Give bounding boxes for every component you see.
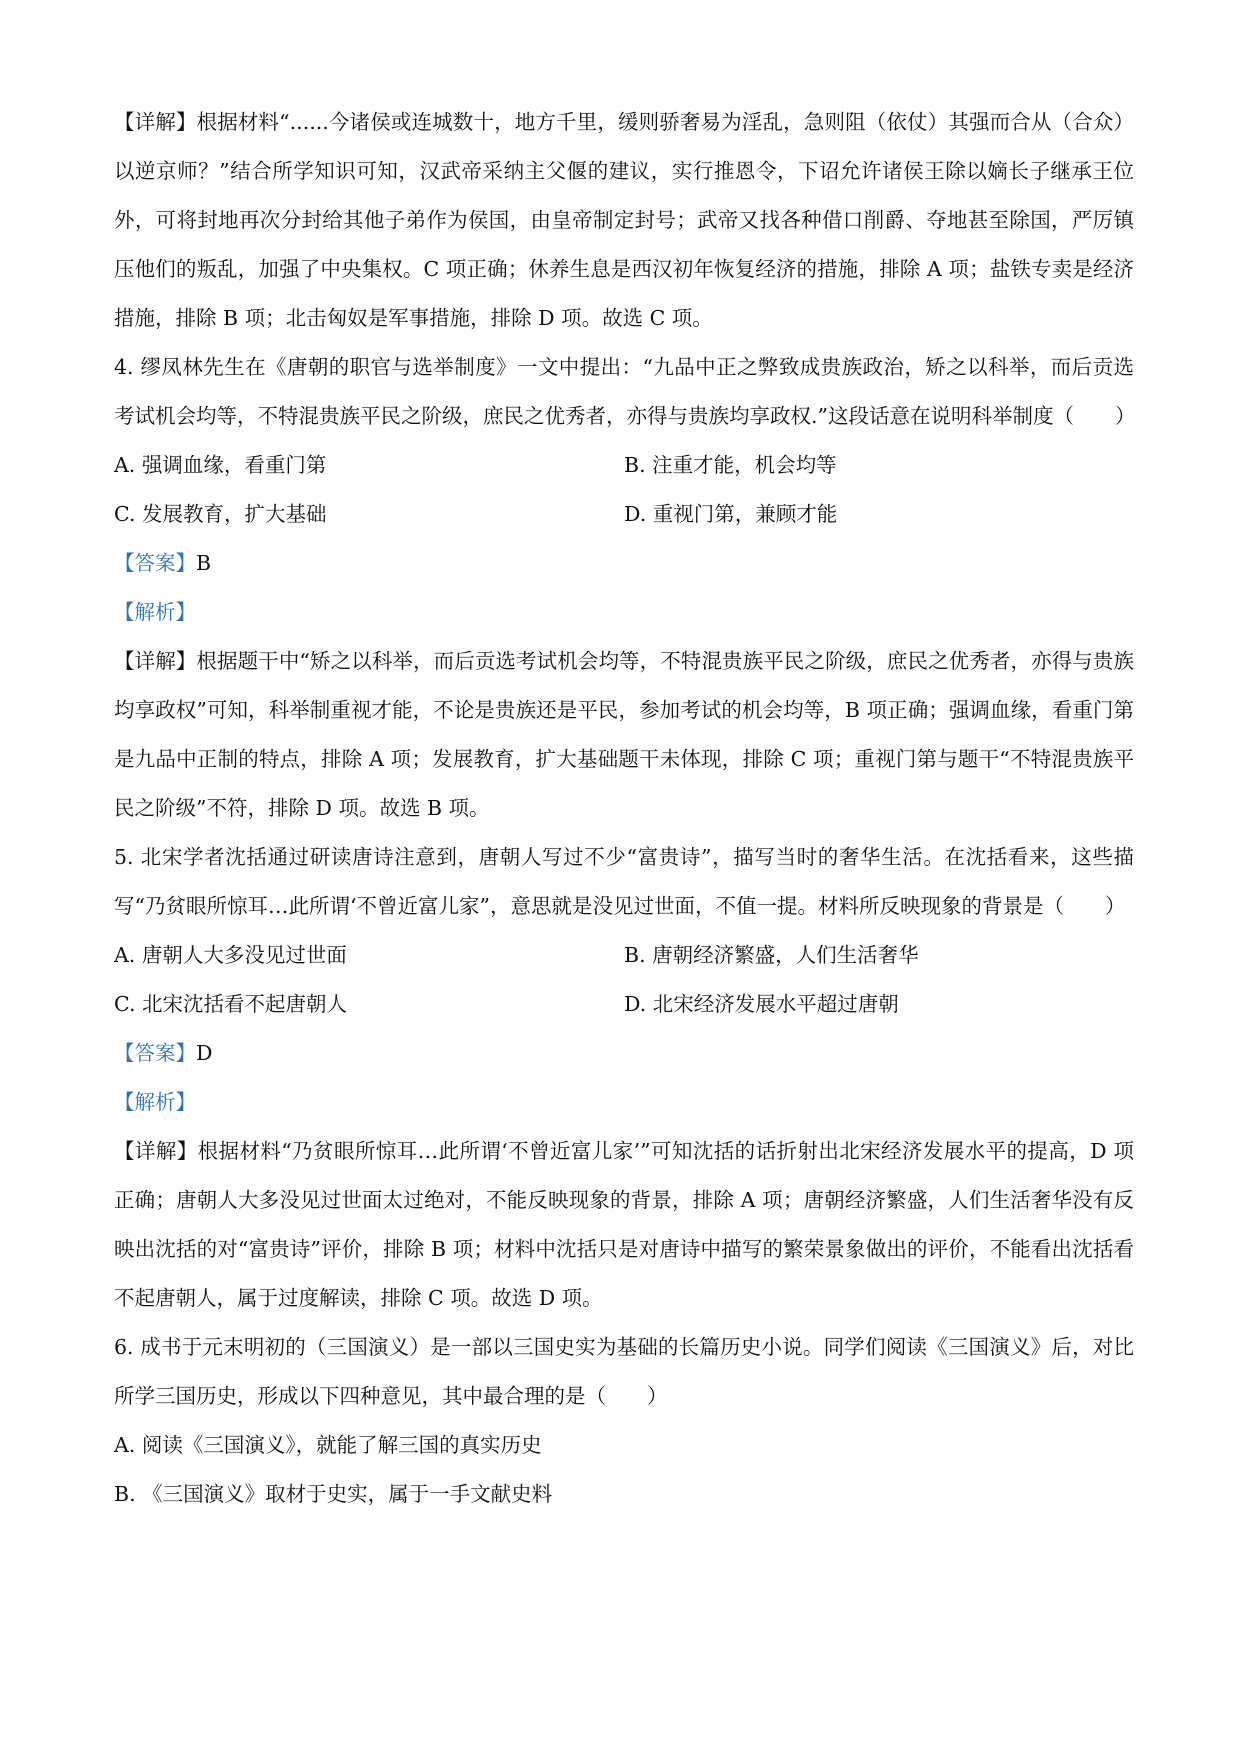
q4-stem: 4. 缪凤林先生在《唐朝的职官与选举制度》一文中提出：“九品中正之弊致成贵族政治，矫之以科举，而后贡选考试机会均等，不特混贵族平民之阶级，庶民之优秀者，亦得与贵族均享政权.”这段话意在说明科举制度（ ） [114,355,1136,428]
q6-option-b: B. 《三国演义》取材于史实，属于一手文献史料 [114,1482,553,1506]
q5-option-b: B. 唐朝经济繁盛，人们生活奢华 [624,943,919,967]
q3-detail-text: 根据材料“......今诸侯或连城数十，地方千里，缓则骄奢易为淫乱，急则阻（依仗）其强而合从（合众）以逆京师？”结合所学知识可知，汉武帝采纳主父偃的建议，实行推恩令，下诏允许诸侯王除以嫡长子继承王位外，可将封地再次分封给其他子弟作为侯国，由皇帝制定封号；武帝又找各种借口削爵、夺地甚至除国，严厉镇压他们的叛乱，加强了中央集权。C 项正确；休养生息是西汉初年恢复经济的措施，排除 A 项；盐铁专卖是经济措施，排除 B 项；北击匈奴是军事措施，排除 D 项。故选 C 项。 [114,110,1135,330]
q4-answer [114,539,1134,588]
q4-option-c: C. 发展教育，扩大基础 [114,502,327,526]
q5-option-c: C. 北宋沈括看不起唐朝人 [114,992,347,1016]
q4-options-row-1 [114,441,1134,490]
q5-detail-text: 根据材料“乃贫眼所惊耳…此所谓‘不曾近富儿家’”可知沈括的话折射出北宋经济发展水平的提高，D 项正确；唐朝人大多没见过世面太过绝对，不能反映现象的背景，排除 A 项；唐朝经济繁盛，人们生活奢华没有反映出沈括的对“富贵诗”评价，排除 B 项；材料中沈括只是对唐诗中描写的繁荣景象做出的评价，不能看出沈括看不起唐朝人，属于过度解读，排除 C 项。故选 D 项。 [114,1139,1134,1310]
q4-detail-text: 根据题干中“矫之以科举，而后贡选考试机会均等，不特混贵族平民之阶级，庶民之优秀者，亦得与贵族均享政权”可知，科举制重视才能，不论是贵族还是平民，参加考试的机会均等，B 项正确；强调血缘，看重门第是九品中正制的特点，排除 A 项；发展教育，扩大基础题干未体现，排除 C 项；重视门第与题干“不特混贵族平民之阶级”不符，排除 D 项。故选 B 项。 [114,649,1135,820]
q5-option-a: A. 唐朝人大多没见过世面 [114,943,347,967]
q5-detail-label: 【详解】 [114,1139,198,1163]
q5-analysis-label: 【解析】 [114,1090,196,1114]
q4-answer-value: B [196,551,212,575]
q4-answer-label: 【答案】 [114,551,196,575]
q6-stem: 6. 成书于元末明初的（三国演义）是一部以三国史实为基础的长篇历史小说。同学们阅读《三国演义》后，对比所学三国历史，形成以下四种意见，其中最合理的是（ ） [114,1335,1134,1408]
q5-option-d: D. 北宋经济发展水平超过唐朝 [624,992,899,1016]
q4-option-b: B. 注重才能，机会均等 [624,453,837,477]
q5-answer [114,1029,1134,1078]
q5-detail [114,1127,1134,1323]
q6-option-a: A. 阅读《三国演义》，就能了解三国的真实历史 [114,1433,542,1457]
q4-detail-label: 【详解】 [114,649,197,673]
q5-options-row-2 [114,980,1134,1029]
q4-options-row-2 [114,490,1134,539]
q5-answer-value: D [196,1041,213,1065]
q3-detail [114,98,1134,343]
q4-option-d: D. 重视门第，兼顾才能 [624,502,838,526]
q3-detail-label: 【详解】 [114,110,197,134]
q4-analysis-label: 【解析】 [114,600,196,624]
q5-options-row-1 [114,931,1134,980]
q4-detail [114,637,1134,833]
q4-option-a: A. 强调血缘，看重门第 [114,453,327,477]
q5-answer-label: 【答案】 [114,1041,196,1065]
document-page [114,98,1134,1519]
q5-stem: 5. 北宋学者沈括通过研读唐诗注意到，唐朝人写过不少“富贵诗”，描写当时的奢华生活。在沈括看来，这些描写“乃贫眼所惊耳…此所谓‘不曾近富儿家”，意思就是没见过世面，不值一提。材料所反映现象的背景是（ ） [114,845,1134,918]
